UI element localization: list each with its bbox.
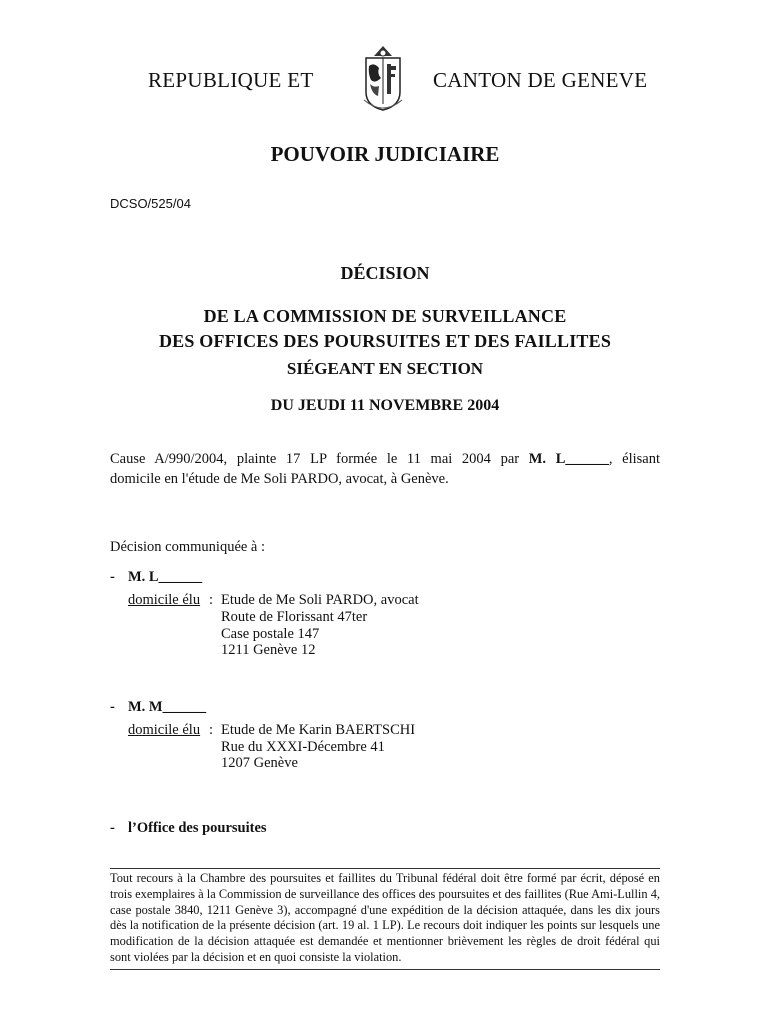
institution-title: POUVOIR JUDICIAIRE [270,142,500,166]
domicile-label: domicile élu [128,592,201,608]
address-line: 1211 Genève 12 [221,642,316,658]
domicile-colon: : [209,722,214,738]
address-line: 1207 Genève [221,755,298,771]
recipient-dash: - [110,820,115,836]
header-republique: REPUBLIQUE ET [148,68,314,92]
cause-text: Cause A/990/2004, plainte 17 LP formée le 11 mai 2004 par [110,451,529,467]
address-line: Etude de Me Soli PARDO, avocat [221,592,419,608]
header-canton: CANTON DE GENEVE [433,68,648,92]
domicile-label: domicile élu [128,722,201,738]
decision-date: DU JEUDI 11 NOVEMBRE 2004 [270,397,500,414]
decision-title: DÉCISION [340,263,430,283]
commission-line-2: DES OFFICES DES POURSUITES ET DES FAILLITES [158,331,612,351]
address-line: Rue du XXXI-Décembre 41 [221,739,385,755]
recipient-dash: - [110,569,115,585]
address-line: Route de Florissant 47ter [221,609,368,625]
reference-number: DCSO/525/04 [110,196,191,211]
communicated-label: Décision communiquée à : [110,539,266,555]
recipient-dash: - [110,699,115,715]
geneva-coat-of-arms-icon [360,44,406,112]
complainant-name: M. L______ [528,451,609,467]
recipient-name: M. M______ [128,699,207,715]
address-line: Etude de Me Karin BAERTSCHI [221,722,416,738]
section-title: SIÉGEANT EN SECTION [286,359,484,378]
cause-line-2: domicile en l'étude de Me Soli PARDO, avocat, à Genève. [110,471,449,487]
commission-line-1: DE LA COMMISSION DE SURVEILLANCE [203,306,567,326]
cause-text-end: , élisant [608,451,660,467]
recipient-name: M. L______ [128,569,203,585]
office-name: l’Office des poursuites [128,820,267,836]
appeal-notice: Tout recours à la Chambre des poursuites et faillites du Tribunal fédéral doit être formé par écrit, déposé en trois exemplaires à la Commission de surveillance des offices des poursuites et des faillites (Rue Ami-Lullin 4, case postale 3840, 1211 Genève 3), accompagné d'une expédition de la décision attaquée, dans les dix jours dès la notification de la présente décision (art. 19 al. 1 LP). Le recours doit indiquer les points sur lesquels une modification de la décision attaquée est demandée et mentionner brièvement les règles de droit fédéral qui sont violées par la décision et en quoi consiste la violation. [110,868,660,970]
address-line: Case postale 147 [221,626,320,642]
cause-line-1 [110,449,660,469]
domicile-colon: : [209,592,214,608]
